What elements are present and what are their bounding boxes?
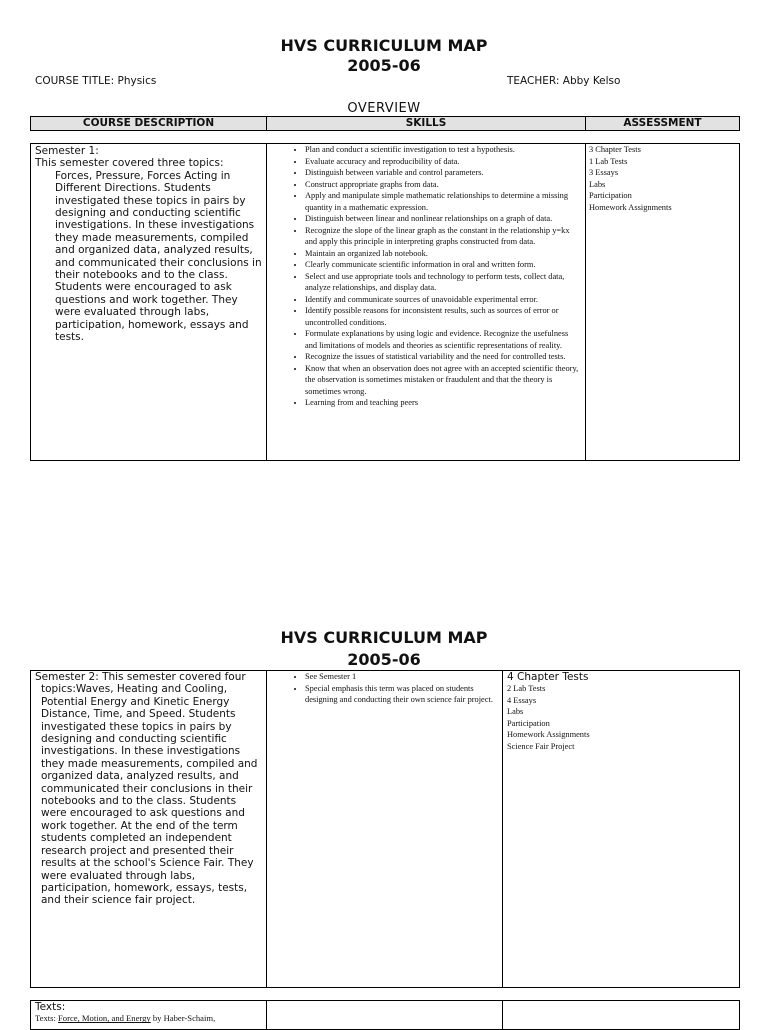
skill-item: • Formulate explanations by using logic and evidence. Recognize the usefulness and limitations of models and theories as scientific representations of reality. <box>305 328 581 351</box>
page2-title: HVS CURRICULUM MAP <box>280 628 488 647</box>
skill-item: • Maintain an organized lab notebook. <box>305 248 581 260</box>
assessment-item: Participation <box>507 718 550 728</box>
assessment-item: 3 Essays <box>589 168 619 177</box>
skill-item: • Recognize the slope of the linear graph as the constant in the relationship y=kx and apply this principle in interpreting graphs constructed from data. <box>305 225 581 248</box>
assessment-item: 3 Chapter Tests <box>589 145 641 154</box>
page1-year: 2005-06 <box>347 56 421 75</box>
semester1-assessment-cell <box>585 143 740 461</box>
skill-item: • Apply and manipulate simple mathematic relationships to determine a missing quantity in a mathematic expression. <box>305 190 581 213</box>
assessment-item: 1 Lab Tests <box>589 156 628 166</box>
assessment-item: Homework Assignments <box>507 730 590 740</box>
skill-item: • See Semester 1 <box>305 671 498 683</box>
semester1-description-cell <box>30 143 267 461</box>
skill-item: • Identify and communicate sources of unavoidable experimental error. <box>305 294 581 306</box>
header-course-description: COURSE DESCRIPTION <box>30 116 267 131</box>
assessment-item: Labs <box>589 179 606 189</box>
assessment-item: Labs <box>507 707 524 717</box>
semester2-skills-list <box>267 671 498 706</box>
skill-item: • Distinguish between variable and control parameters. <box>305 167 581 179</box>
assessment-item: Participation <box>589 191 632 200</box>
texts-assessment-cell <box>502 1000 740 1030</box>
assessment-item: Homework Assignments <box>589 202 672 212</box>
semester1-skills-cell <box>266 143 586 461</box>
assessment-item: 4 Essays <box>507 695 537 705</box>
semester2-assessment-first: 4 Chapter Tests <box>507 671 589 683</box>
semester2-first-line: Semester 2: This semester covered four <box>35 671 246 683</box>
texts-suffix: by Haber-Schaim, <box>150 1013 216 1024</box>
texts-book-title: Force, Motion, and Energy <box>58 1013 151 1024</box>
assessment-item: 2 Lab Tests <box>507 684 546 694</box>
semester2-assessment-list <box>507 683 735 752</box>
texts-line <box>35 1013 262 1024</box>
skill-item: • Plan and conduct a scientific investigation to test a hypothesis. <box>305 144 581 156</box>
semester2-description-cell <box>30 670 267 988</box>
semester2-assessment-cell <box>502 670 740 988</box>
texts-cell <box>30 1000 267 1030</box>
page2-year: 2005-06 <box>347 650 421 669</box>
teacher-name: TEACHER: Abby Kelso <box>507 75 621 87</box>
overview-heading: OVERVIEW <box>347 101 421 116</box>
skill-item: • Identify possible reasons for inconsistent results, such as sources of error or uncontrolled conditions. <box>305 305 581 328</box>
semester1-assessment-list <box>589 144 736 213</box>
semester1-intro: This semester covered three topics: <box>35 157 224 170</box>
skill-item: • Clearly communicate scientific information in oral and written form. <box>305 259 581 271</box>
header-assessment: ASSESSMENT <box>585 116 740 131</box>
assessment-item: Science Fair Project <box>507 741 575 751</box>
texts-skills-cell <box>266 1000 503 1030</box>
semester2-body: topics:Waves, Heating and Cooling, Potential Energy and Kinetic Energy Distance, Time, and Speed. Students investigated these topics in pairs by designing and conducting scientific investigations. In these investigations they made measurements, compiled and organized data, analyzed results, and communicated their conclusions in their notebooks and to the class. Students were encouraged to ask questions and work together. At the end of the term students completed an independent research project and presented their results at the school's Science Fair. They were evaluated through labs, participation, homework, essays, tests, and their science fair project. <box>41 683 258 907</box>
skill-item: • Recognize the issues of statistical variability and the need for controlled tests. <box>305 351 581 363</box>
skill-item: • Distinguish between linear and nonlinear relationships on a graph of data. <box>305 213 581 225</box>
semester1-body: Forces, Pressure, Forces Acting in Different Directions. Students investigated these topics in pairs by designing and conducting scientific investigations. In these investigations they made measurements, compiled and organized data, analyzed results, and communicated their conclusions in their notebooks and to the class. Students were encouraged to ask questions and work together. They were evaluated through labs, participation, homework, essays and tests. <box>55 169 262 344</box>
page1-title: HVS CURRICULUM MAP <box>280 36 488 55</box>
skill-item: • Construct appropriate graphs from data. <box>305 179 581 191</box>
texts-label: Texts: <box>35 1001 66 1013</box>
semester1-label: Semester 1: <box>35 145 99 157</box>
course-title: COURSE TITLE: Physics <box>35 75 157 87</box>
skill-item: • Know that when an observation does not agree with an accepted scientific theory, the observation is sometimes mistaken or fraudulent and that the theory is sometimes wrong. <box>305 363 581 398</box>
semester1-skills-list <box>267 144 581 409</box>
texts-prefix: Texts: <box>35 1013 59 1024</box>
header-skills: SKILLS <box>266 116 586 131</box>
skill-item: • Select and use appropriate tools and technology to perform tests, collect data, analyze relationships, and display data. <box>305 271 581 294</box>
skill-item: • Special emphasis this term was placed on students designing and conducting their own science fair project. <box>305 683 498 706</box>
skill-item: • Evaluate accuracy and reproducibility of data. <box>305 156 581 168</box>
semester2-skills-cell <box>266 670 503 988</box>
skill-item: • Learning from and teaching peers <box>305 397 581 409</box>
